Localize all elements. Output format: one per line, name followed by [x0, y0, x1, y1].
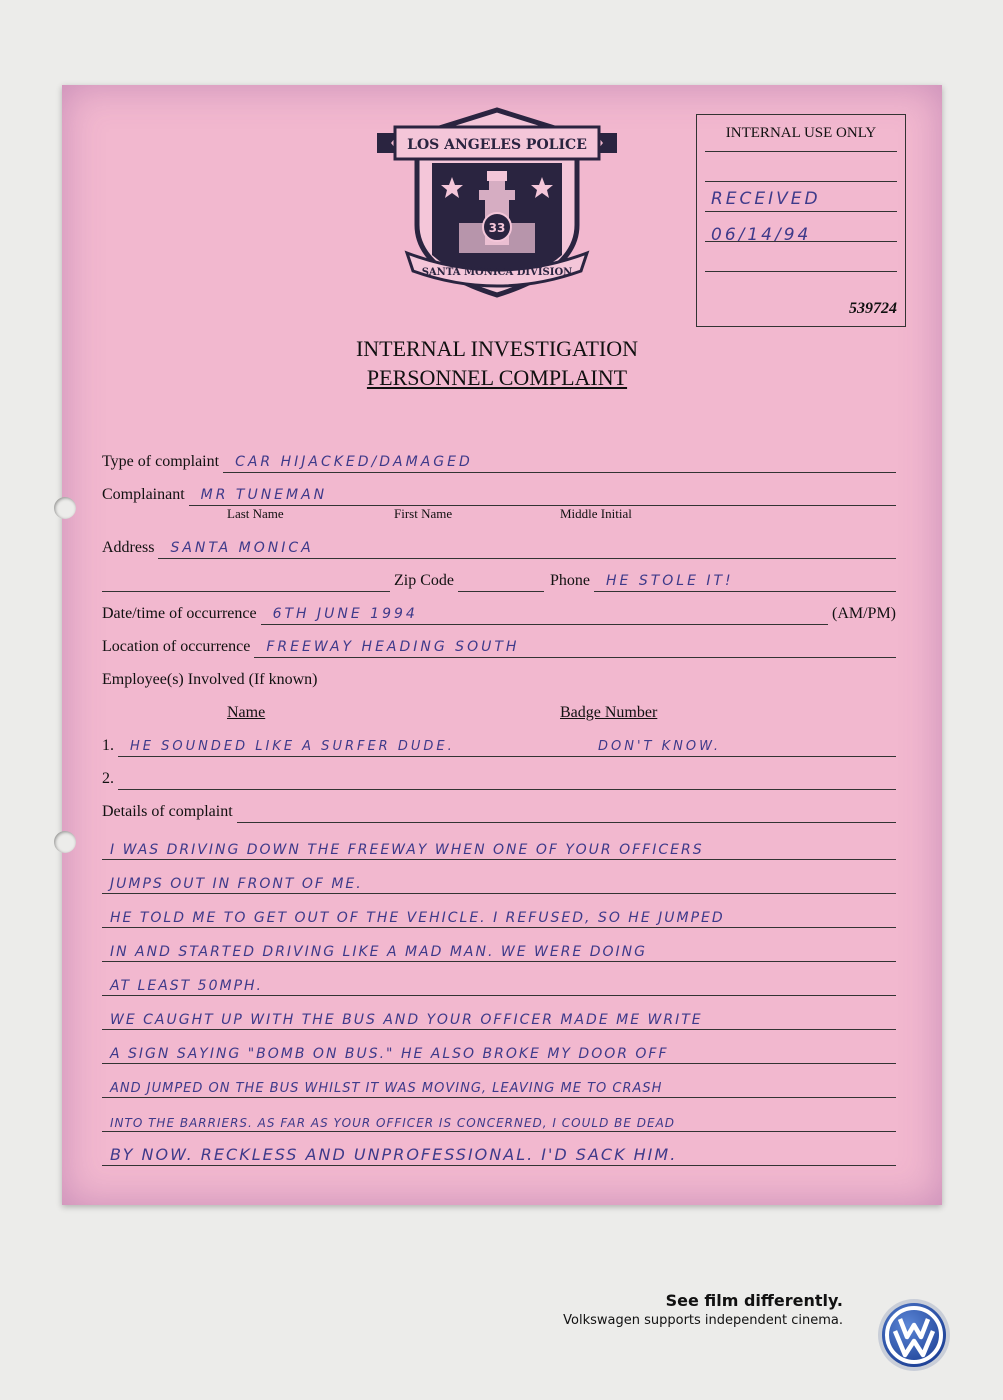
address-value: SANTA MONICA — [170, 540, 314, 556]
details-line: IN AND STARTED DRIVING LIKE A MAD MAN. WE WERE DOING — [102, 935, 896, 962]
details-label: Details of complaint — [102, 803, 233, 820]
phone-value: HE STOLE IT! — [606, 573, 734, 589]
badge-column-header: Badge Number — [560, 704, 658, 721]
date-time-row — [102, 599, 896, 625]
details-line: AND JUMPED ON THE BUS WHILST IT WAS MOVING, LEAVING ME TO CRASH — [102, 1071, 896, 1098]
date-value: 6TH JUNE 1994 — [272, 606, 418, 622]
details-line: AT LEAST 50MPH. — [102, 969, 896, 996]
ad-tagline: See film differently. — [665, 1291, 843, 1310]
location-value: FREEWAY HEADING SOUTH — [266, 639, 520, 655]
date-label: Date/time of occurrence — [102, 605, 257, 622]
details-line: HE TOLD ME TO GET OUT OF THE VEHICLE. I REFUSED, SO HE JUMPED — [102, 901, 896, 928]
badge-emblem-icon — [377, 105, 617, 300]
last-name-caption: Last Name — [227, 506, 284, 521]
complainant-value: MR TUNEMAN — [200, 487, 328, 503]
details-line: INTO THE BARRIERS. AS FAR AS YOUR OFFICER IS CONCERNED, I COULD BE DEAD — [102, 1105, 896, 1132]
badge-top-banner: LOS ANGELES POLICE — [407, 137, 587, 153]
employees-row — [102, 665, 896, 691]
type-label: Type of complaint — [102, 453, 220, 470]
middle-initial-caption: Middle Initial — [560, 506, 632, 521]
ampm-label: (AM/PM) — [831, 605, 896, 622]
punch-hole-bottom — [54, 831, 76, 853]
employee-1-number: 1. — [102, 737, 114, 754]
address-row — [102, 533, 896, 559]
details-line: A SIGN SAYING "BOMB ON BUS." HE ALSO BROKE MY DOOR OFF — [102, 1037, 896, 1064]
zip-phone-row — [102, 566, 896, 592]
volkswagen-logo — [876, 1297, 952, 1373]
employee-1-badge: DON'T KNOW. — [598, 739, 722, 754]
punch-hole-top — [54, 497, 76, 519]
ad-subline: Volkswagen supports independent cinema. — [563, 1313, 843, 1328]
complaint-form-sheet — [62, 85, 942, 1205]
details-row — [102, 797, 896, 823]
internal-use-title: INTERNAL USE ONLY — [725, 125, 877, 141]
badge-number: 33 — [488, 221, 506, 235]
location-label: Location of occurrence — [102, 638, 251, 655]
form-title: INTERNAL INVESTIGATION — [355, 336, 639, 361]
type-value: CAR HIJACKED/DAMAGED — [235, 454, 473, 470]
name-column-header: Name — [227, 704, 266, 721]
internal-use-box — [696, 114, 906, 327]
vw-logo-icon — [876, 1297, 952, 1373]
received-stamp: RECEIVED — [711, 189, 821, 209]
zip-label: Zip Code — [394, 572, 454, 589]
phone-label: Phone — [550, 572, 590, 589]
details-line: I WAS DRIVING DOWN THE FREEWAY WHEN ONE OF YOUR OFFICERS — [102, 833, 896, 860]
reference-number: 539724 — [849, 300, 897, 317]
employee-2-number: 2. — [102, 770, 114, 787]
type-of-complaint-row — [102, 447, 896, 473]
employee-1-name: HE SOUNDED LIKE A SURFER DUDE. — [130, 739, 455, 754]
location-row — [102, 632, 896, 658]
police-badge-logo — [377, 105, 617, 300]
badge-bottom-banner: SANTA MONICA DIVISION — [421, 267, 573, 278]
details-line: WE CAUGHT UP WITH THE BUS AND YOUR OFFICER MADE ME WRITE — [102, 1003, 896, 1030]
details-line: JUMPS OUT IN FRONT OF ME. — [102, 867, 896, 894]
first-name-caption: First Name — [394, 506, 453, 521]
employee-row-2 — [102, 764, 896, 790]
form-subtitle: PERSONNEL COMPLAINT — [366, 365, 628, 390]
received-date: 06/14/94 — [711, 225, 812, 245]
details-line: BY NOW. RECKLESS AND UNPROFESSIONAL. I'D SACK HIM. — [102, 1139, 896, 1166]
complainant-label: Complainant — [102, 486, 185, 503]
address-label: Address — [102, 539, 155, 556]
employees-label: Employee(s) Involved (If known) — [102, 671, 318, 688]
complainant-row — [102, 480, 896, 506]
employee-row-1 — [102, 731, 896, 757]
